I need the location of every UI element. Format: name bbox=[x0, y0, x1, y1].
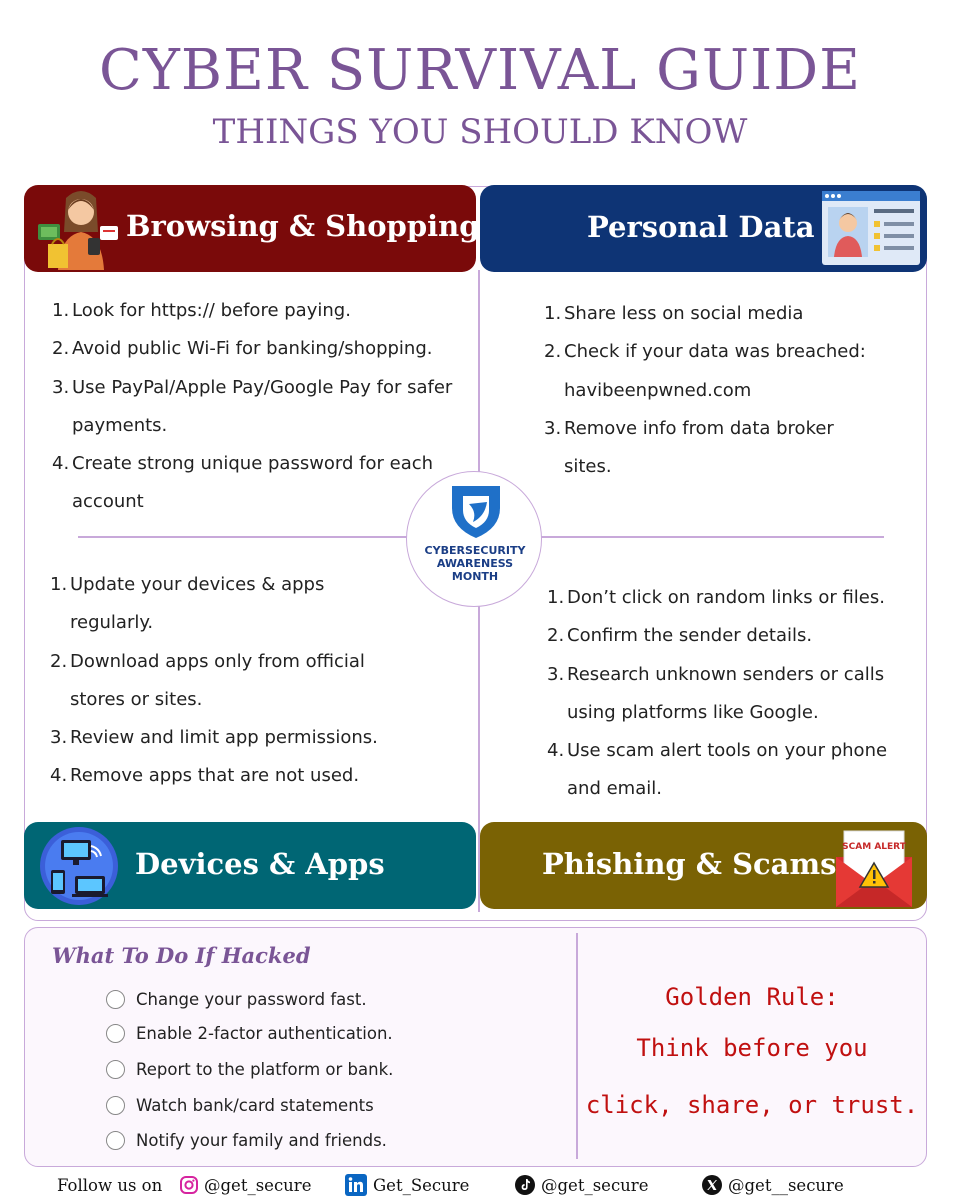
devices-title: Devices & Apps bbox=[135, 847, 385, 881]
list-item bbox=[50, 719, 470, 757]
list-item bbox=[52, 330, 472, 368]
list-item-text: Use PayPal/Apple Pay/Google Pay for safer bbox=[72, 376, 453, 398]
awareness-month-badge bbox=[406, 471, 542, 607]
phishing-title: Phishing & Scams bbox=[542, 847, 837, 881]
checkbox-circle[interactable] bbox=[106, 990, 125, 1009]
list-item-number: 1. bbox=[52, 300, 70, 321]
page-title: CYBER SURVIVAL GUIDE bbox=[99, 38, 861, 103]
list-item-text: Don’t click on random links or files. bbox=[567, 587, 885, 608]
checkbox-circle[interactable] bbox=[106, 1060, 125, 1079]
follow-label-text: Follow us on bbox=[57, 1175, 163, 1195]
list-item bbox=[52, 445, 472, 483]
golden-rule-heading: Golden Rule: bbox=[665, 983, 839, 1011]
list-item-number: 2. bbox=[50, 650, 68, 672]
list-item bbox=[52, 292, 472, 330]
list-item-text: sites. bbox=[564, 456, 612, 478]
hacked-item[interactable] bbox=[106, 1057, 393, 1081]
list-item bbox=[547, 770, 927, 808]
personal-title: Personal Data bbox=[587, 210, 815, 244]
hacked-item-text: Report to the platform or bank. bbox=[136, 1059, 394, 1079]
scam-alert-label: SCAM ALERT bbox=[842, 842, 906, 852]
x-link[interactable] bbox=[702, 1172, 844, 1198]
list-item-number: 1. bbox=[50, 574, 68, 595]
x-handle: @get__secure bbox=[728, 1175, 844, 1195]
devices-banner bbox=[24, 822, 476, 909]
list-item-number: 2. bbox=[544, 341, 562, 363]
phishing-list bbox=[547, 579, 927, 809]
list-item bbox=[544, 372, 924, 410]
list-item-text: payments. bbox=[72, 414, 168, 436]
checkbox-circle[interactable] bbox=[106, 1024, 125, 1043]
list-item-text: Use scam alert tools on your phone bbox=[567, 740, 888, 762]
golden-rule-line-2: Think before you bbox=[636, 1034, 868, 1062]
list-item-number: 2. bbox=[547, 625, 565, 647]
list-item bbox=[50, 643, 470, 681]
list-item bbox=[547, 732, 927, 770]
linkedin-link[interactable] bbox=[345, 1172, 469, 1198]
list-item-text: Remove info from data broker bbox=[564, 417, 834, 439]
tiktok-link[interactable] bbox=[515, 1172, 648, 1198]
list-item bbox=[547, 617, 927, 655]
hacked-item-text: Change your password fast. bbox=[136, 989, 367, 1009]
list-item bbox=[544, 333, 924, 371]
list-item bbox=[547, 579, 927, 617]
list-item-text: regularly. bbox=[70, 612, 154, 634]
list-item bbox=[50, 757, 470, 795]
list-item-number: 1. bbox=[547, 587, 565, 608]
badge-line-1: CYBERSECURITY bbox=[424, 544, 526, 557]
list-item bbox=[547, 656, 927, 694]
follow-label bbox=[57, 1172, 162, 1198]
list-item-text: Avoid public Wi-Fi for banking/shopping. bbox=[72, 338, 433, 360]
personal-list bbox=[544, 295, 924, 486]
list-item bbox=[52, 407, 472, 445]
list-item-number: 4. bbox=[52, 453, 70, 475]
checkbox-circle[interactable] bbox=[106, 1096, 125, 1115]
id-card-icon bbox=[822, 191, 920, 265]
devices-list bbox=[50, 566, 470, 796]
list-item-text: Confirm the sender details. bbox=[567, 625, 813, 647]
x-icon bbox=[702, 1175, 722, 1195]
list-item-text: account bbox=[72, 491, 144, 513]
list-item bbox=[544, 448, 924, 486]
browsing-list bbox=[52, 292, 472, 522]
instagram-handle: @get_secure bbox=[204, 1175, 312, 1195]
hacked-item[interactable] bbox=[106, 1021, 393, 1045]
list-item-number: 3. bbox=[50, 727, 68, 749]
list-item-text: Look for https:// before paying. bbox=[72, 300, 351, 321]
hacked-item[interactable] bbox=[106, 1128, 387, 1152]
scam-alert-envelope-icon bbox=[834, 827, 914, 909]
list-item-text: stores or sites. bbox=[70, 688, 203, 710]
list-item-text: havibeenpwned.com bbox=[564, 379, 752, 401]
list-item bbox=[547, 694, 927, 732]
list-item-text: Update your devices & apps bbox=[70, 574, 325, 595]
list-item bbox=[544, 295, 924, 333]
linkedin-handle: Get_Secure bbox=[373, 1175, 470, 1195]
list-item-text: using platforms like Google. bbox=[567, 701, 819, 723]
list-item-number: 2. bbox=[52, 338, 70, 360]
golden-rule-line-3: click, share, or trust. bbox=[585, 1091, 919, 1119]
badge-line-2: AWARENESS bbox=[436, 557, 514, 570]
list-item-text: Remove apps that are not used. bbox=[70, 765, 360, 787]
list-item-text: Check if your data was breached: bbox=[564, 341, 866, 363]
hacked-item-text: Enable 2-factor authentication. bbox=[136, 1023, 393, 1043]
list-item-number: 3. bbox=[52, 376, 70, 398]
devices-network-icon bbox=[39, 826, 119, 906]
list-item-text: Download apps only from official bbox=[70, 650, 365, 672]
personal-banner bbox=[480, 185, 927, 272]
list-item bbox=[52, 369, 472, 407]
hacked-item-text: Watch bank/card statements bbox=[136, 1095, 374, 1115]
hacked-item-text: Notify your family and friends. bbox=[136, 1130, 387, 1150]
list-item-number: 4. bbox=[547, 740, 565, 762]
page-subtitle: THINGS YOU SHOULD KNOW bbox=[212, 112, 748, 152]
list-item-text: Create strong unique password for each bbox=[72, 453, 434, 475]
badge-line-3: MONTH bbox=[451, 570, 499, 583]
tiktok-icon bbox=[515, 1175, 535, 1195]
list-item bbox=[50, 604, 470, 642]
list-item bbox=[544, 410, 924, 448]
browsing-title: Browsing & Shopping bbox=[126, 209, 480, 243]
hacked-item[interactable] bbox=[106, 987, 367, 1011]
list-item-number: 3. bbox=[544, 417, 562, 439]
list-item-number: 1. bbox=[544, 303, 562, 324]
list-item-text: and email. bbox=[567, 778, 662, 800]
instagram-icon bbox=[180, 1176, 198, 1194]
tiktok-handle: @get_secure bbox=[541, 1175, 649, 1195]
shield-logo-icon bbox=[449, 482, 503, 540]
checkbox-circle[interactable] bbox=[106, 1131, 125, 1150]
shopping-woman-icon bbox=[38, 186, 124, 270]
phishing-banner bbox=[480, 822, 927, 909]
list-item-text: Review and limit app permissions. bbox=[70, 727, 378, 749]
hacked-item[interactable] bbox=[106, 1093, 374, 1117]
hacked-title: What To Do If Hacked bbox=[52, 943, 311, 968]
linkedin-icon bbox=[345, 1174, 367, 1196]
list-item-number: 3. bbox=[547, 663, 565, 685]
list-item bbox=[50, 681, 470, 719]
browsing-banner bbox=[24, 185, 480, 272]
list-item-text: Research unknown senders or calls bbox=[567, 663, 885, 685]
instagram-link[interactable] bbox=[180, 1172, 311, 1198]
list-item-number: 4. bbox=[50, 765, 68, 787]
list-item-text: Share less on social media bbox=[564, 303, 804, 324]
